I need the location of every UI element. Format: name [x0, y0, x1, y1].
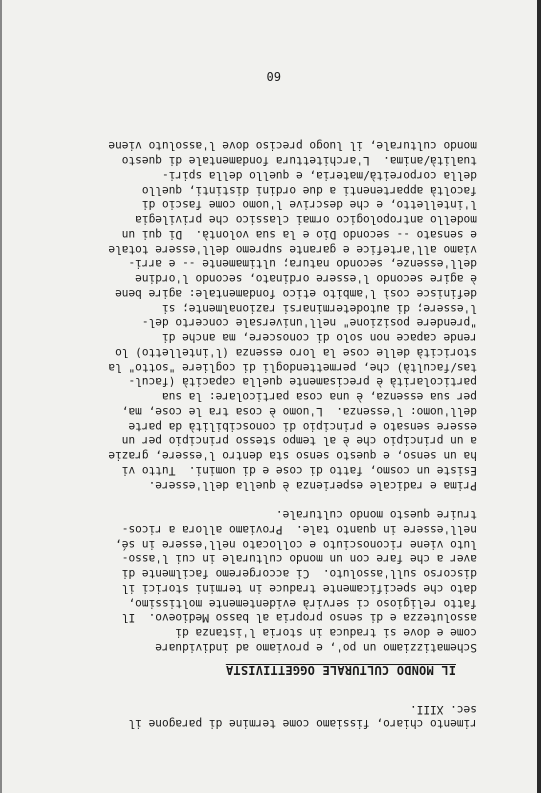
- text-line: luto viene riconosciuto e collocato nell'essere in sé,: [115, 537, 477, 551]
- text-line: della corporeità/materia, e quello della spiri-: [162, 169, 477, 182]
- text-line: per sua essenza, è una cosa particolare: la sua: [162, 390, 477, 404]
- text-line: rende capace non solo di conoscere, ma anche di: [162, 331, 477, 345]
- text-line: facoltà appartenenti a due ordini distinti, quello: [141, 183, 477, 197]
- text-line: l'intelletto, e che descrive l'uomo come fascio di: [141, 198, 477, 212]
- text-line: tas/facultà) che, permettendogli di cogliere "sotto" la: [108, 360, 477, 374]
- text-line: particolarità è precisamente quella capacità (facul-: [128, 375, 477, 389]
- text-line: tualità/anima. L'architettura fondamentale di questo: [121, 154, 477, 168]
- text-line: rimento chiaro, fissiamo come termine di paragone il: [128, 717, 477, 730]
- text-line: dell'uomo: l'essenza. L'uomo è cosa tra le cose, ma,: [121, 405, 477, 418]
- text-line: truire questo mondo culturale.: [275, 508, 477, 522]
- text-line: aver a che fare con un mondo culturale in cui l'asso-: [121, 552, 477, 566]
- text-line: fatto religioso ci servirà evidentemente moltissimo,: [128, 596, 477, 610]
- text-line: dato che specificamente traduce in termini storici il: [121, 582, 477, 595]
- text-line: essere sensato e principio di conoscibilità da parte: [128, 419, 477, 433]
- text-line: ha un senso, e questo senso sta dentro l'essere, grazie: [108, 449, 477, 463]
- text-line: assolutezza e di senso propria al basso Medioevo. Il: [121, 611, 477, 625]
- text-line: sec. XIII.: [409, 702, 477, 716]
- text-line: a un principio che è al tempo stesso principio per un: [121, 434, 477, 448]
- text-line: è agire secondo l'essere ordinato, secondo l'ordine: [135, 272, 477, 286]
- text-line: Schematizziamo un po', e proviamo ad individuare: [155, 641, 477, 654]
- page-number: 60: [266, 69, 281, 83]
- text-line: "prendere posizione" nell'universale concerto del-: [141, 316, 477, 330]
- text-line: definisce così l'ambito etico fondamentale: agire bene: [115, 287, 477, 300]
- text-line: mondo culturale, il luogo preciso dove l'assoluto viene: [108, 139, 477, 153]
- text-line: storicità delle cose la loro essenza (l'intelletto) lo: [115, 346, 477, 359]
- text-line: e sensato -- secondo Dio e la sua volontà. Di qui un: [121, 228, 477, 241]
- text-line: l'essere; di autodeterminarsi razionalmente; si: [162, 301, 477, 315]
- text-line: discorso sull'assoluto. Ci accorgeremo facilmente di: [121, 567, 477, 581]
- text-line: Prima e radicale esperienza è quella dell'essere.: [148, 478, 477, 492]
- section-heading: IL MONDO CULTURALE OGGETTIVISTA: [225, 663, 456, 677]
- text-line: modello antropologico ormai classico che privilegia: [135, 213, 477, 227]
- text-line: nell'essere in quanto tale. Proviamo allora a ricos-: [121, 523, 477, 536]
- text-line: Esiste un cosmo, fatto di cose e di uomini. Tutto vi: [121, 464, 477, 477]
- text-line: viamo all'artefice e garante supremo dell'essere totale: [108, 242, 477, 256]
- text-line: come e dove si traduca in storia l'istanza di: [175, 626, 477, 640]
- text-line: dell'essenze, secondo natura; ultimamente -- e arri-: [128, 257, 477, 271]
